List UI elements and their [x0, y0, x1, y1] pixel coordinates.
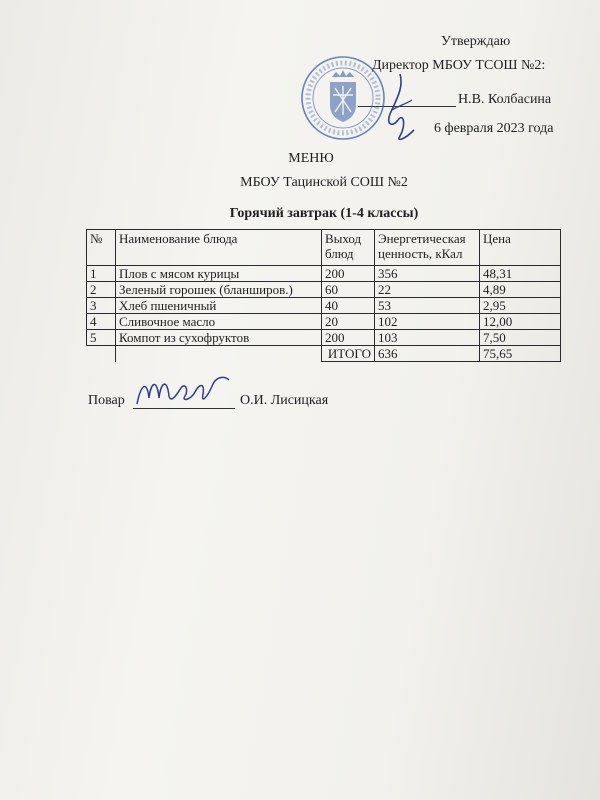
total-price: 75,65: [480, 346, 561, 362]
approval-heading: Утверждаю: [441, 34, 511, 49]
row-price: 7,50: [480, 330, 561, 346]
row-dish: Хлеб пшеничный: [116, 298, 322, 314]
row-number: 2: [87, 282, 116, 298]
header-number: №: [87, 230, 116, 266]
table-header-row: [87, 230, 561, 266]
total-label: ИТОГО: [322, 346, 375, 362]
menu-table: [86, 229, 561, 362]
row-dish: Компот из сухофруктов: [116, 330, 322, 346]
total-energy: 636: [375, 346, 480, 362]
table-total-row: [87, 346, 561, 362]
row-number: 3: [87, 298, 116, 314]
row-energy: 103: [375, 330, 480, 346]
row-output: 60: [322, 282, 375, 298]
header-price: Цена: [480, 230, 561, 266]
table-row: [87, 282, 561, 298]
document-title: МЕНЮ: [288, 151, 334, 166]
table-row: [87, 314, 561, 330]
row-energy: 356: [375, 266, 480, 282]
row-price: 2,95: [480, 298, 561, 314]
row-energy: 22: [375, 282, 480, 298]
row-energy: 53: [375, 298, 480, 314]
cook-name: О.И. Лисицкая: [240, 393, 329, 408]
row-output: 20: [322, 314, 375, 330]
row-energy: 102: [375, 314, 480, 330]
header-dish: Наименование блюда: [116, 230, 322, 266]
table-row: [87, 298, 561, 314]
cook-signature: [133, 370, 233, 412]
row-price: 12,00: [480, 314, 561, 330]
row-number: 4: [87, 314, 116, 330]
total-blank: [116, 346, 322, 362]
director-title: Директор МБОУ ТСОШ №2:: [372, 58, 546, 73]
row-number: 5: [87, 330, 116, 346]
meal-heading: Горячий завтрак (1-4 классы): [229, 206, 419, 221]
total-blank: [87, 346, 116, 362]
row-dish: Сливочное масло: [116, 314, 322, 330]
row-output: 200: [322, 266, 375, 282]
table-row: [87, 266, 561, 282]
row-dish: Зеленый горошек (бланширов.): [116, 282, 322, 298]
header-output: Выход блюд: [322, 230, 375, 266]
row-output: 200: [322, 330, 375, 346]
row-price: 4,89: [480, 282, 561, 298]
school-name: МБОУ Тацинской СОШ №2: [240, 175, 408, 190]
director-name: Н.В. Колбасина: [458, 92, 552, 107]
row-number: 1: [87, 266, 116, 282]
row-price: 48,31: [480, 266, 561, 282]
row-dish: Плов с мясом курицы: [116, 266, 322, 282]
director-signature: [370, 70, 424, 150]
row-output: 40: [322, 298, 375, 314]
cook-label: Повар: [88, 393, 125, 408]
table-row: [87, 330, 561, 346]
approval-date: 6 февраля 2023 года: [434, 121, 554, 136]
header-energy: Энергетическая ценность, кКал: [375, 230, 480, 266]
